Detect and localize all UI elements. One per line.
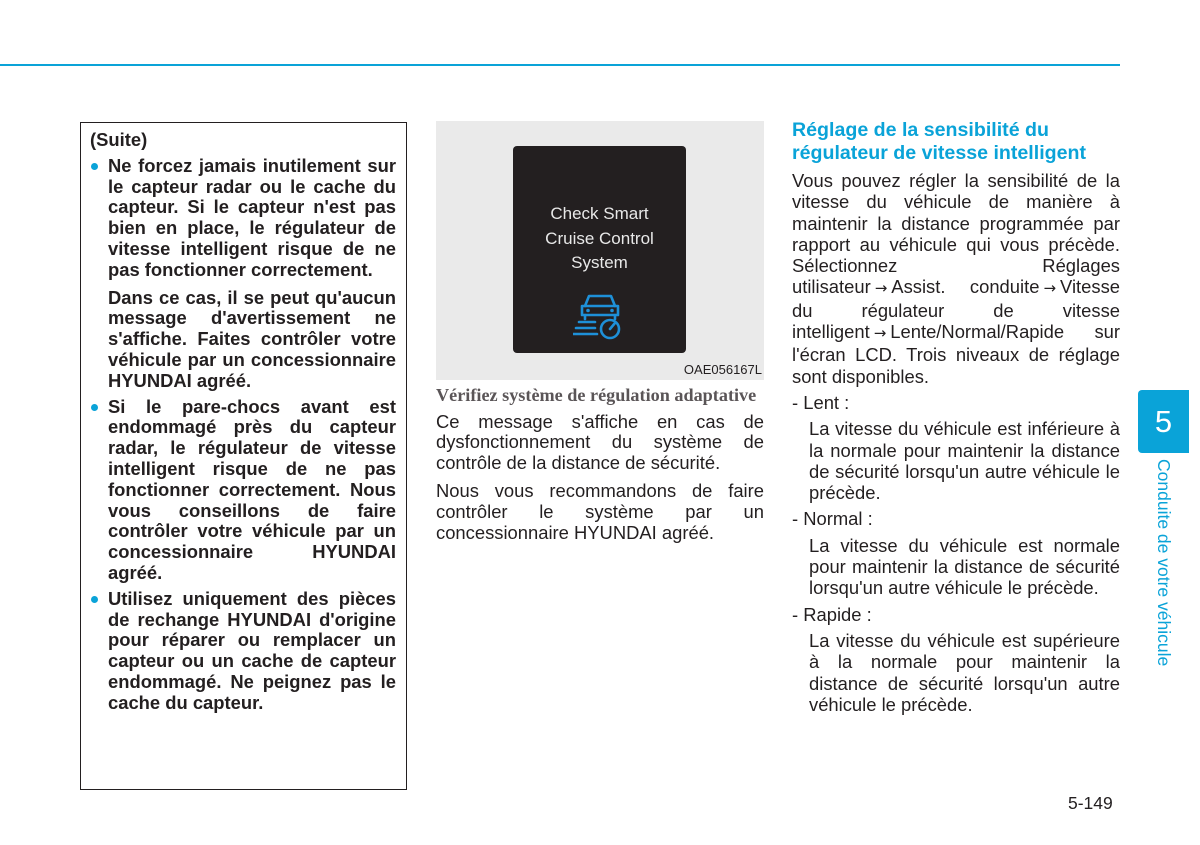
option-label: - Lent : bbox=[792, 391, 850, 413]
option-description: La vitesse du véhicule est inférieure à la normale pour maintenir la distance de sécurité lorsqu'un autre véhicule le précède. bbox=[809, 418, 1120, 504]
intro-text: Assist. conduite bbox=[891, 276, 1040, 298]
cluster-display bbox=[513, 146, 686, 353]
chapter-title: Conduite de votre véhicule bbox=[1154, 459, 1174, 667]
right-column bbox=[792, 119, 1120, 720]
arrow-icon: → bbox=[1043, 279, 1057, 298]
warning-paragraph: Dans ce cas, il se peut qu'aucun message d'avertissement ne s'affiche. Faites contrôler votre véhicule par un concessionnaire HYUNDAI agréé. bbox=[108, 286, 396, 391]
arrow-icon: → bbox=[874, 279, 888, 298]
figure-caption: Vérifiez système de régulation adaptative bbox=[436, 385, 757, 405]
intro-text: Vous pouvez régler la sensibilité de la vitesse du véhicule de manière à maintenir la distance programmée par rapport au véhicule qui vous précède. Sélectionnez Réglages utilisateur bbox=[792, 170, 1120, 298]
page-number: 5-149 bbox=[1068, 793, 1113, 813]
warning-paragraph: Ne forcez jamais inutilement sur le capteur radar ou le cache du capteur. Si le capteur n'est pas bien en place, le régulateur de vitesse intelligent risque de ne pas fonctionner correctement. bbox=[108, 154, 396, 280]
display-line: Check Smart bbox=[550, 204, 649, 223]
warning-item bbox=[90, 156, 396, 392]
display-message bbox=[513, 202, 686, 276]
intro-paragraph bbox=[792, 170, 1120, 387]
middle-column bbox=[436, 385, 764, 551]
option-description: La vitesse du véhicule est supérieure à la normale pour maintenir la distance de sécurité lorsqu'un autre véhicule le précède. bbox=[809, 629, 1120, 715]
warning-item bbox=[90, 397, 396, 584]
option-description: La vitesse du véhicule est normale pour maintenir la distance de sécurité lorsqu'un autre véhicule le précède. bbox=[809, 534, 1120, 599]
cluster-figure bbox=[436, 121, 764, 380]
arrow-icon: → bbox=[873, 324, 887, 343]
option-label: - Normal : bbox=[792, 508, 873, 530]
smart-cruise-warning-icon bbox=[573, 288, 627, 340]
section-title: Réglage de la sensibilité du régulateur de vitesse intelligent bbox=[792, 119, 1086, 164]
intro-text: Vitesse du régulateur de vitesse intelligent bbox=[792, 276, 1120, 343]
figure-code: OAE056167L bbox=[683, 362, 762, 377]
body-paragraph: Nous vous recommandons de faire contrôler le système par un concessionnaire HYUNDAI agréé. bbox=[436, 480, 764, 544]
warning-paragraph: Utilisez uniquement des pièces de rechange HYUNDAI d'origine pour réparer ou remplacer un capteur ou un cache de capteur endommagé. Ne peignez pas le cache du capteur. bbox=[108, 587, 396, 713]
display-line: System bbox=[571, 253, 628, 272]
intro-text: Lente/Normal/Rapide sur l'écran LCD. Trois niveaux de réglage sont disponibles. bbox=[792, 321, 1120, 387]
chapter-tab: 5 bbox=[1138, 390, 1189, 453]
warning-paragraph: Si le pare-chocs avant est endommagé près du capteur radar, le régulateur de vitesse intelligent risque de ne pas fonctionner correctement. Nous vous conseillons de faire contrôler votre véhicule par un concessionnaire HYUNDAI agréé. bbox=[108, 395, 396, 583]
header-rule bbox=[0, 64, 1120, 66]
option-label: - Rapide : bbox=[792, 603, 872, 625]
warning-box bbox=[80, 122, 407, 790]
display-line: Cruise Control bbox=[545, 228, 654, 248]
bullet-icon bbox=[91, 596, 98, 603]
bullet-icon bbox=[91, 404, 98, 411]
bullet-icon bbox=[91, 163, 98, 170]
body-paragraph: Ce message s'affiche en cas de dysfonctionnement du système de contrôle de la distance de sécurité. bbox=[436, 410, 764, 474]
warning-item bbox=[90, 589, 396, 714]
warning-heading: (Suite) bbox=[90, 129, 148, 150]
